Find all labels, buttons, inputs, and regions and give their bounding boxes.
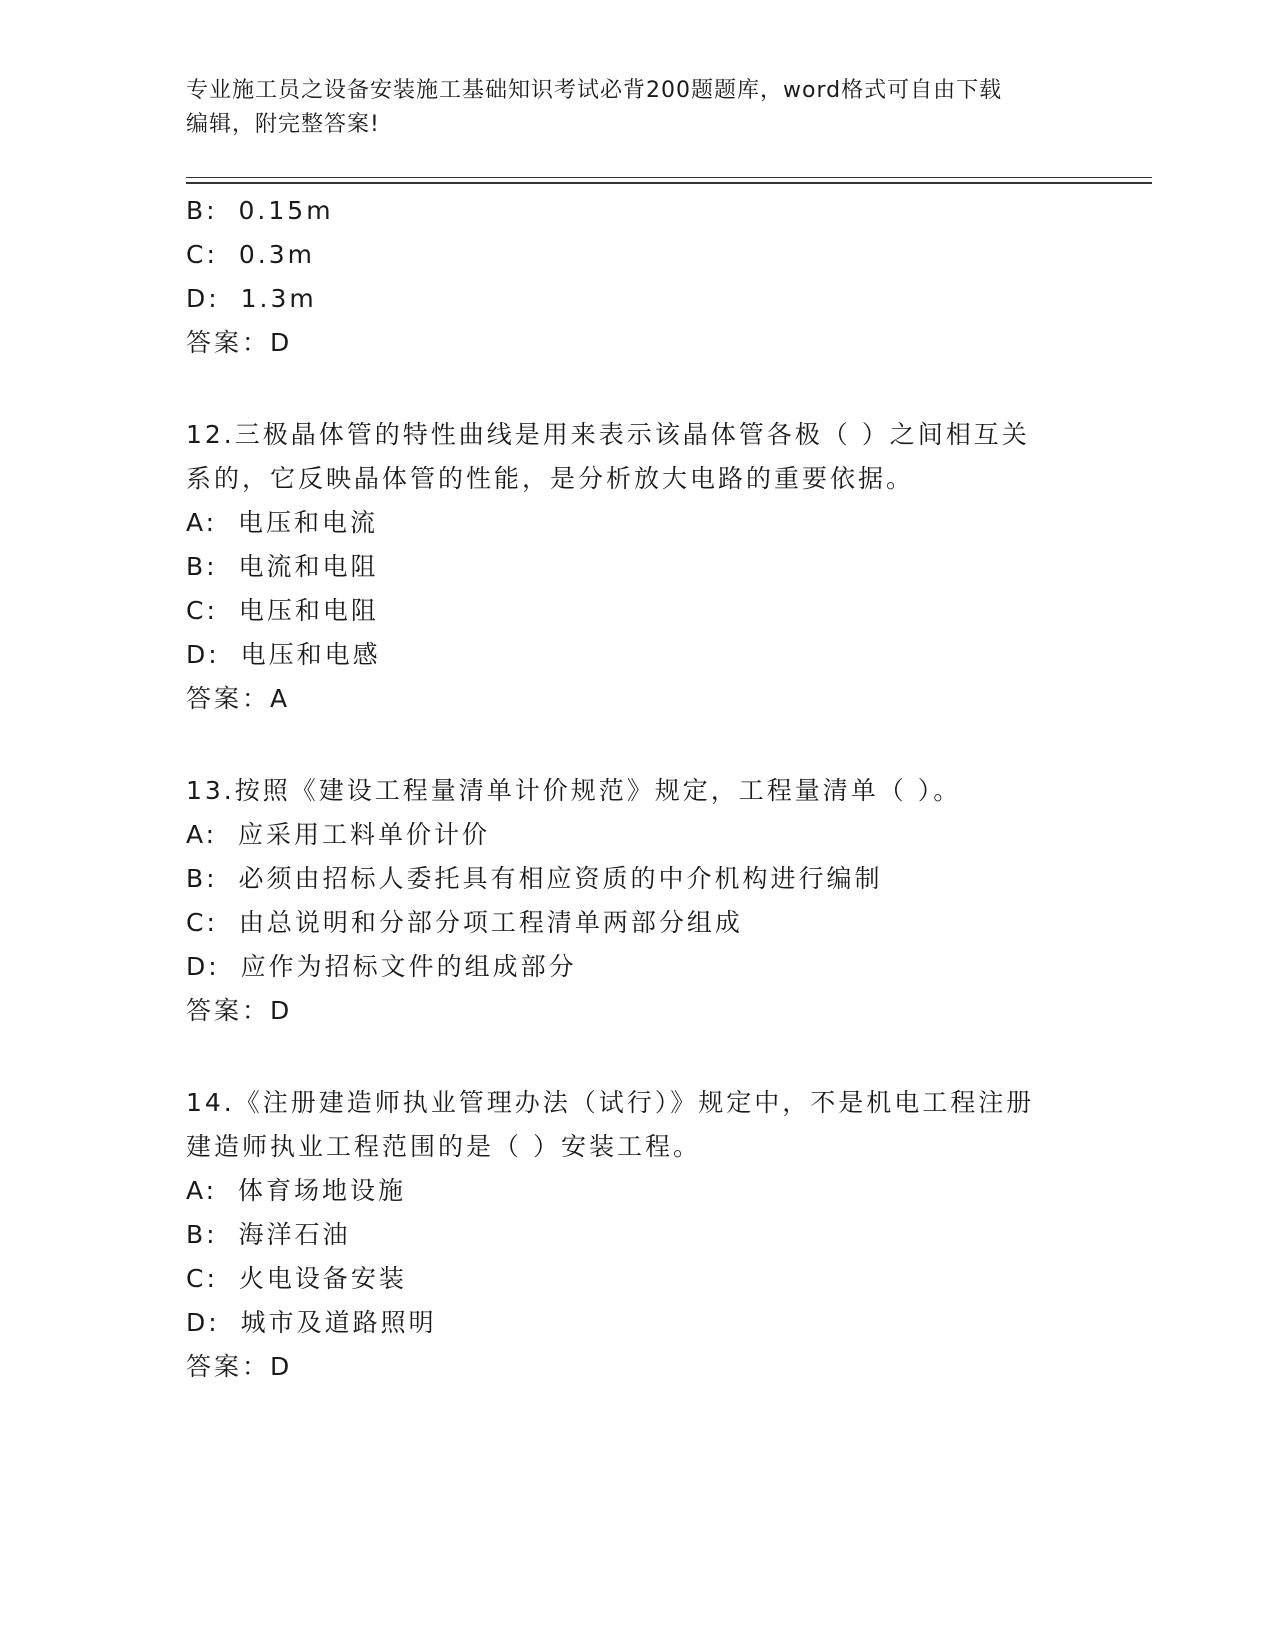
option-text: 应作为招标文件的组成部分 xyxy=(240,952,577,981)
option-text: 电压和电流 xyxy=(238,508,379,537)
q14-answer: 答案：D xyxy=(186,1352,293,1381)
q14-stem-line-2: 建造师执业工程范围的是（ ）安装工程。 xyxy=(186,1132,701,1161)
option-text: 1.3m xyxy=(240,284,317,313)
option-label: C: xyxy=(186,596,218,625)
option-label: C: xyxy=(186,908,218,937)
q14-option-c xyxy=(186,1262,407,1296)
option-label: C: xyxy=(186,240,218,269)
q14-option-a xyxy=(186,1174,406,1208)
q14-option-d xyxy=(186,1306,437,1340)
q12-stem-line-2: 系的，它反映晶体管的性能，是分析放大电路的重要依据。 xyxy=(186,464,915,493)
option-text: 必须由招标人委托具有相应资质的中介机构进行编制 xyxy=(238,864,883,893)
option-text: 体育场地设施 xyxy=(238,1176,407,1205)
option-text: 0.15m xyxy=(238,196,334,225)
option-label: D: xyxy=(186,952,220,981)
q11-option-d xyxy=(186,282,317,316)
option-text: 由总说明和分部分项工程清单两部分组成 xyxy=(238,908,743,937)
q11-option-c xyxy=(186,238,315,272)
option-label: D: xyxy=(186,640,220,669)
q12-option-b xyxy=(186,550,379,584)
q13-option-c xyxy=(186,906,743,940)
q14-option-b xyxy=(186,1218,351,1252)
q11-answer: 答案：D xyxy=(186,328,293,357)
option-label: D: xyxy=(186,284,220,313)
option-label: C: xyxy=(186,1264,218,1293)
q13-answer: 答案：D xyxy=(186,996,293,1025)
q11-option-b xyxy=(186,194,334,228)
document-header xyxy=(186,74,1066,142)
option-text: 电压和电感 xyxy=(240,640,381,669)
q13-option-d xyxy=(186,950,577,984)
option-label: A: xyxy=(186,508,218,537)
option-label: A: xyxy=(186,820,218,849)
option-text: 城市及道路照明 xyxy=(240,1308,437,1337)
option-label: B: xyxy=(186,1220,218,1249)
q14-stem-line-1: 14.《注册建造师执业管理办法（试行）》规定中，不是机电工程注册 xyxy=(186,1088,1035,1117)
option-text: 海洋石油 xyxy=(238,1220,351,1249)
header-divider-thick xyxy=(186,182,1152,184)
option-label: D: xyxy=(186,1308,220,1337)
q12-answer: 答案：A xyxy=(186,684,291,713)
q13-option-b xyxy=(186,862,883,896)
q12-option-d xyxy=(186,638,381,672)
option-text: 电流和电阻 xyxy=(238,552,379,581)
header-line-2: 编辑，附完整答案! xyxy=(186,112,380,137)
option-text: 0.3m xyxy=(238,240,315,269)
option-label: A: xyxy=(186,1176,218,1205)
option-label: B: xyxy=(186,552,218,581)
option-text: 火电设备安装 xyxy=(238,1264,407,1293)
q12-stem-line-1: 12.三极晶体管的特性曲线是用来表示该晶体管各极（ ）之间相互关 xyxy=(186,420,1030,449)
option-label: B: xyxy=(186,864,218,893)
q12-option-c xyxy=(186,594,379,628)
q12-option-a xyxy=(186,506,378,540)
option-text: 电压和电阻 xyxy=(238,596,379,625)
header-divider-thin xyxy=(186,177,1152,178)
option-text: 应采用工料单价计价 xyxy=(238,820,491,849)
q13-stem-line-1: 13.按照《建设工程量清单计价规范》规定，工程量清单（ ）。 xyxy=(186,776,962,805)
header-line-1: 专业施工员之设备安装施工基础知识考试必背200题题库，word格式可自由下载 xyxy=(186,78,1003,103)
option-label: B: xyxy=(186,196,218,225)
q13-option-a xyxy=(186,818,490,852)
